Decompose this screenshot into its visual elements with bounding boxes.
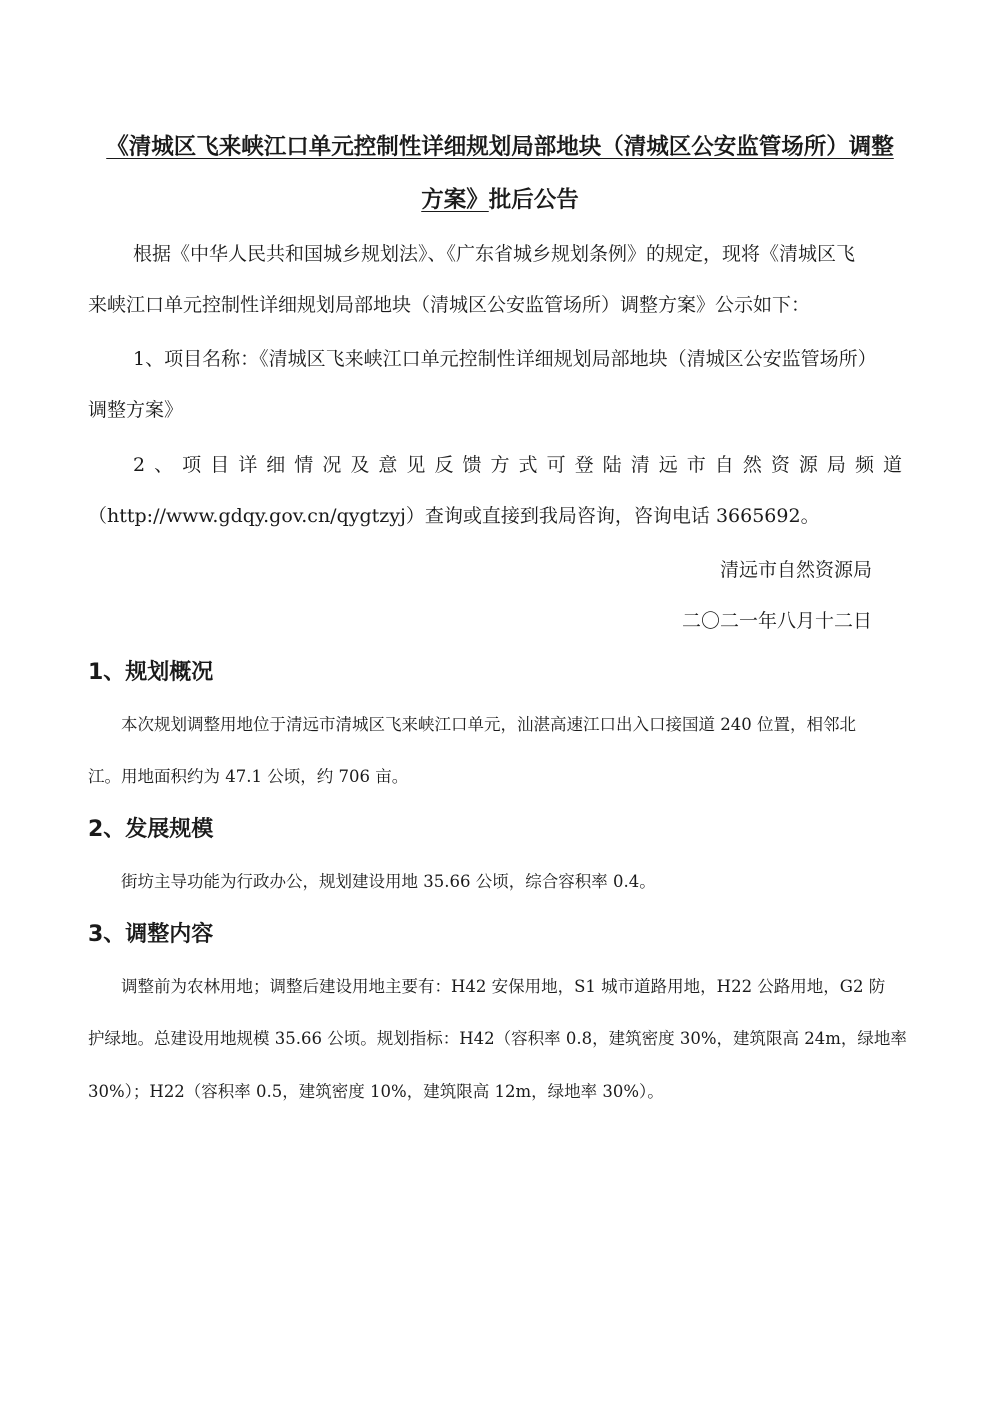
scale-line1: 街坊主导功能为行政办公，规划建设用地 35.66 公顷，综合容积率 0.4。 (121, 872, 656, 891)
title-suffix: 批后公告 (488, 187, 579, 213)
overview-line1: 本次规划调整用地位于清远市清城区飞来峡江口单元，汕湛高速江口出入口接国道 240 位置，相邻北 (121, 715, 856, 734)
item1-line1: 1、项目名称：《清城区飞来峡江口单元控制性详细规划局部地块（清城区公安监管场所） (133, 348, 877, 370)
title-underlined-part: 《清城区飞来峡江口单元控制性详细规划局部地块（清城区公安监管场所）调整 (106, 134, 894, 160)
item1-line2: 调整方案》 (88, 399, 184, 421)
para1-line1: 根据《中华人民共和国城乡规划法》、《广东省城乡规划条例》的规定，现将《清城区飞 (133, 243, 856, 265)
adjustment-line1: 调整前为农林用地；调整后建设用地主要有：H42 安保用地，S1 城市道路用地，H22 公路用地，G2 防 (121, 977, 886, 996)
item2-line1: 2、项目详细情况及意见反馈方式可登陆清远市自然资源局频道 (133, 454, 908, 476)
section-heading-scale: 2、发展规模 (88, 817, 214, 842)
issuer-signature: 清远市自然资源局 (719, 559, 872, 581)
item2-line2: （http://www.gdqy.gov.cn/qygtzyj）查询或直接到我局咨询，咨询电话 3665692。 (88, 505, 820, 527)
notice-title-line2 (86, 184, 914, 216)
title-underlined-end: 方案》 (421, 187, 489, 213)
issue-date: 二〇二一年八月十二日 (681, 610, 872, 632)
para1-line2: 来峡江口单元控制性详细规划局部地块（清城区公安监管场所）调整方案》公示如下： (88, 294, 811, 316)
adjustment-line3: 30%）；H22（容积率 0.5，建筑密度 10%，建筑限高 12m，绿地率 30%）。 (88, 1082, 664, 1101)
adjustment-line2: 护绿地。总建设用地规模 35.66 公顷。规划指标：H42（容积率 0.8，建筑密度 30%，建筑限高 24m，绿地率 (88, 1029, 907, 1048)
section-heading-adjustment: 3、调整内容 (88, 922, 214, 947)
overview-line2: 江。用地面积约为 47.1 公顷，约 706 亩。 (88, 767, 409, 786)
section-heading-overview: 1、规划概况 (88, 660, 214, 685)
notice-title-line1 (86, 131, 914, 163)
